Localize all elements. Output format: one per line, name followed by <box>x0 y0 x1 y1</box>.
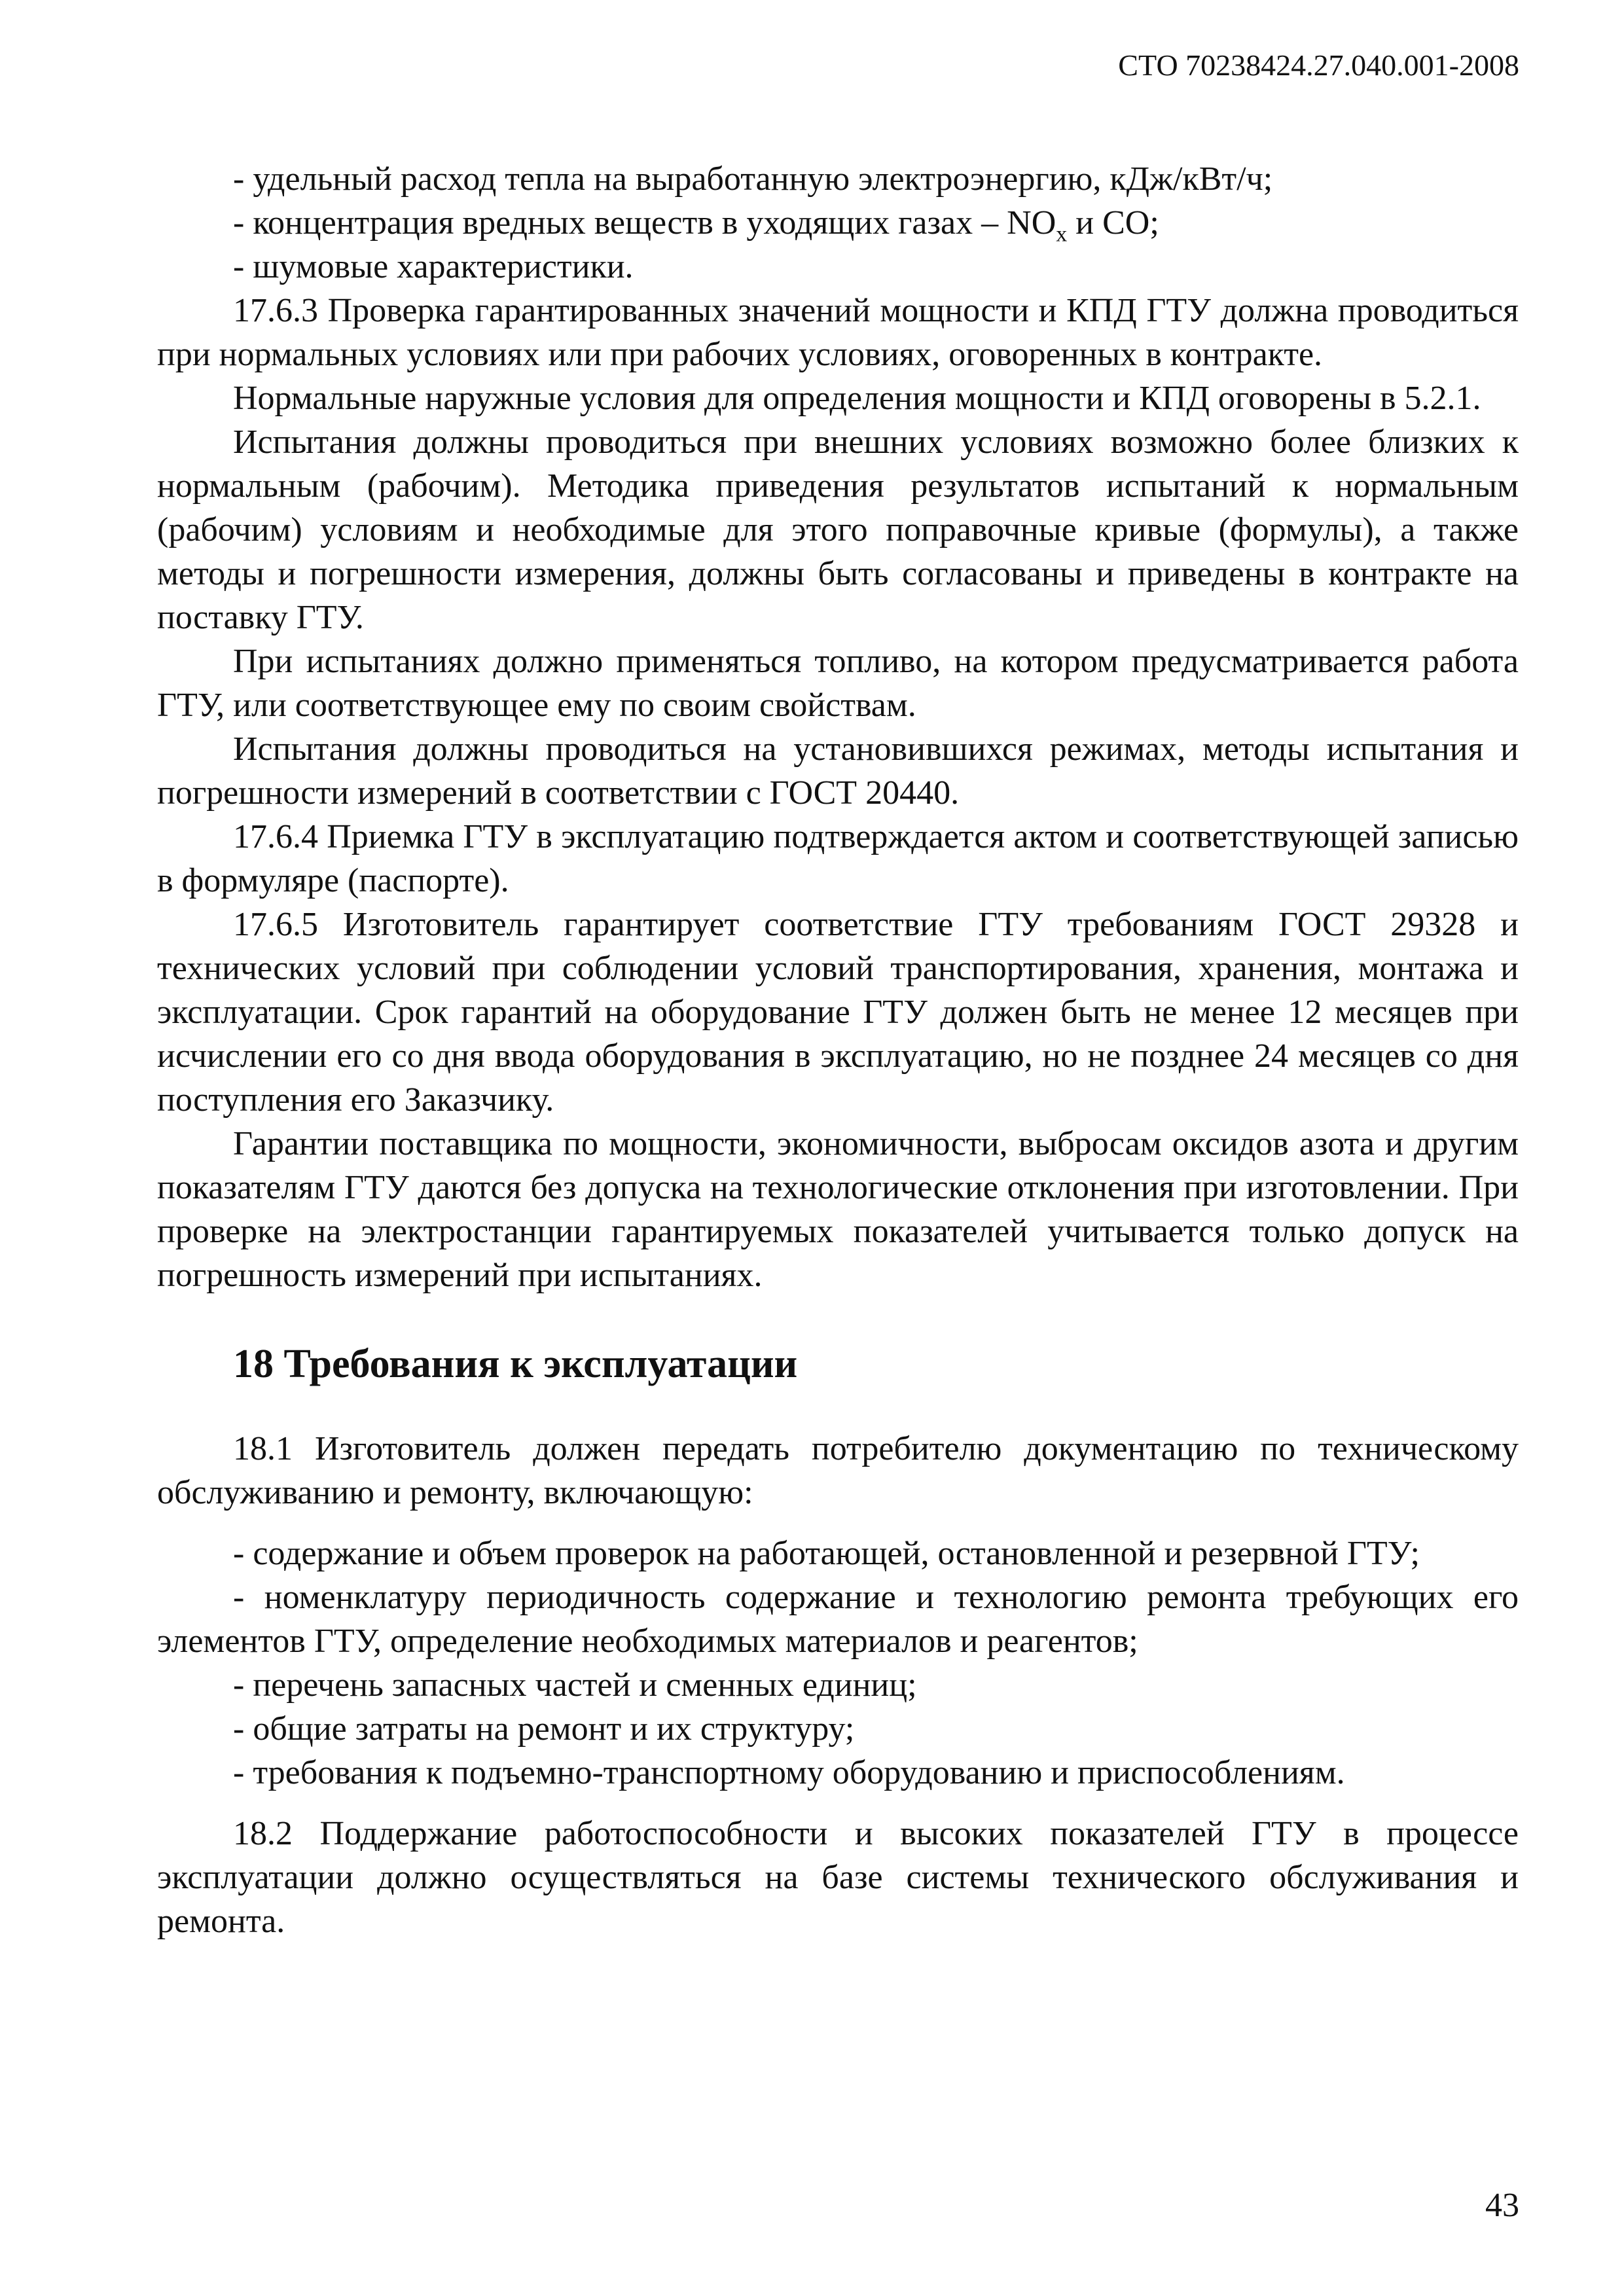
list-item-noise: - шумовые характеристики. <box>233 248 634 285</box>
list-item-spare-parts: - перечень запасных частей и сменных единиц; <box>233 1666 917 1704</box>
paragraph-17-6-3: 17.6.3 Проверка гарантированных значений мощности и КПД ГТУ должна проводиться при нормальных условиях или при рабочих условиях, оговоренных в контракте. <box>157 292 1519 373</box>
paragraph-supplier-guarantees: Гарантии поставщика по мощности, экономичности, выбросам оксидов азота и другим показателям ГТУ даются без допуска на технологические отклонения при изготовлении. При проверке на электростанции гарантируемых показателей учитывается только допуск на погрешность измерений при испытаниях. <box>157 1125 1519 1294</box>
list-item-emissions <box>157 201 1519 245</box>
document-code-header: СТО 70238424.27.040.001-2008 <box>1118 48 1519 82</box>
emissions-text: - концентрация вредных веществ в уходящих газах – NO <box>233 204 1056 242</box>
nox-subscript: x <box>1056 222 1068 247</box>
paragraph-normal-conditions: Нормальные наружные условия для определения мощности и КПД оговорены в 5.2.1. <box>233 380 1481 417</box>
list-item-heat-rate: - удельный расход тепла на выработанную электроэнергию, кДж/кВт/ч; <box>233 160 1273 198</box>
list-item-nomenclature: - номенклатуру периодичность содержание и технологию ремонта требующих его элементов ГТУ, определение необходимых материалов и реагентов; <box>157 1579 1519 1660</box>
page-body <box>157 157 1519 1943</box>
paragraph-steady-modes: Испытания должны проводиться на установившихся режимах, методы испытания и погрешности измерений в соответствии с ГОСТ 20440. <box>157 730 1519 812</box>
paragraph-18-1: 18.1 Изготовитель должен передать потребителю документацию по техническому обслуживанию и ремонту, включающую: <box>157 1430 1519 1511</box>
list-item-lifting-equipment: - требования к подъемно-транспортному оборудованию и приспособлениям. <box>233 1754 1345 1791</box>
emissions-text-end: и CO; <box>1067 204 1159 242</box>
list-item-checks: - содержание и объем проверок на работающей, остановленной и резервной ГТУ; <box>233 1535 1420 1572</box>
section-heading-18: 18 Требования к эксплуатации <box>233 1342 798 1386</box>
paragraph-test-conditions: Испытания должны проводиться при внешних условиях возможно более близких к нормальным (рабочим). Методика приведения результатов испытаний к нормальным (рабочим) условиям и необходимые для этого поправочные кривые (формулы), а также методы и погрешности измерения, должны быть согласованы и приведены в контракте на поставку ГТУ. <box>157 423 1519 636</box>
paragraph-17-6-4: 17.6.4 Приемка ГТУ в эксплуатацию подтверждается актом и соответствующей записью в формуляре (паспорте). <box>157 818 1519 899</box>
list-item-repair-costs: - общие затраты на ремонт и их структуру; <box>233 1710 855 1748</box>
page-number: 43 <box>1485 2187 1519 2224</box>
paragraph-18-2: 18.2 Поддержание работоспособности и высоких показателей ГТУ в процессе эксплуатации должно осуществляться на базе системы технического обслуживания и ремонта. <box>157 1815 1519 1940</box>
paragraph-17-6-5: 17.6.5 Изготовитель гарантирует соответствие ГТУ требованиям ГОСТ 29328 и технических условий при соблюдении условий транспортирования, хранения, монтажа и эксплуатации. Срок гарантий на оборудование ГТУ должен быть не менее 12 месяцев при исчислении его со дня ввода оборудования в эксплуатацию, но не позднее 24 месяцев со дня поступления его Заказчику. <box>157 906 1519 1119</box>
paragraph-test-fuel: При испытаниях должно применяться топливо, на котором предусматривается работа ГТУ, или соответствующее ему по своим свойствам. <box>157 643 1519 724</box>
